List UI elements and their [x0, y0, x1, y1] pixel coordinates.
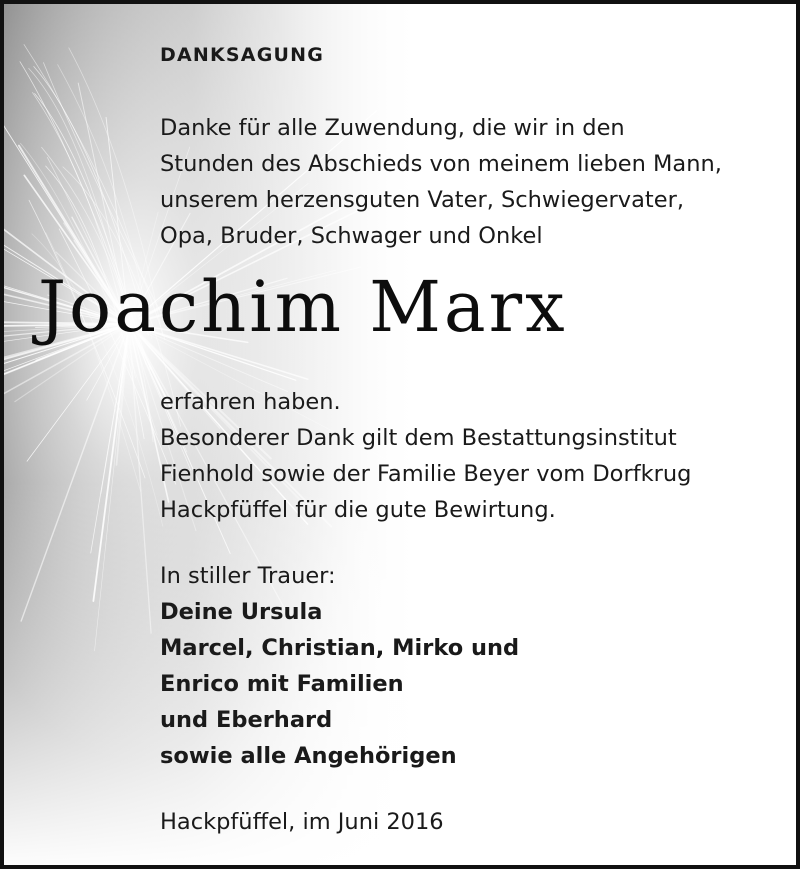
mourner-line: und Eberhard	[160, 707, 333, 733]
mourners-block	[160, 558, 519, 774]
place-date: Hackpfüffel, im Juni 2016	[160, 809, 444, 835]
thanks-line: Fienhold sowie der Familie Beyer vom Dorfkrug	[160, 461, 692, 487]
intro-line: Danke für alle Zuwendung, die wir in den	[160, 115, 625, 141]
intro-paragraph	[160, 110, 722, 254]
deceased-name: Joachim Marx	[38, 266, 568, 348]
intro-line: unserem herzensguten Vater, Schwiegervater,	[160, 187, 684, 213]
thanks-line: Besonderer Dank gilt dem Bestattungsinstitut	[160, 425, 677, 451]
mourner-line: Deine Ursula	[160, 599, 323, 625]
mourner-line: Enrico mit Familien	[160, 671, 404, 697]
mourner-line: sowie alle Angehörigen	[160, 743, 457, 769]
intro-line: Opa, Bruder, Schwager und Onkel	[160, 223, 543, 249]
thanks-line: Hackpfüffel für die gute Bewirtung.	[160, 497, 556, 523]
notice-heading: DANKSAGUNG	[160, 44, 325, 66]
mourning-intro: In stiller Trauer:	[160, 563, 336, 589]
thanks-paragraph	[160, 384, 691, 528]
intro-line: Stunden des Abschieds von meinem lieben Mann,	[160, 151, 722, 177]
mourner-line: Marcel, Christian, Mirko und	[160, 635, 520, 661]
thanks-line: erfahren haben.	[160, 389, 341, 415]
